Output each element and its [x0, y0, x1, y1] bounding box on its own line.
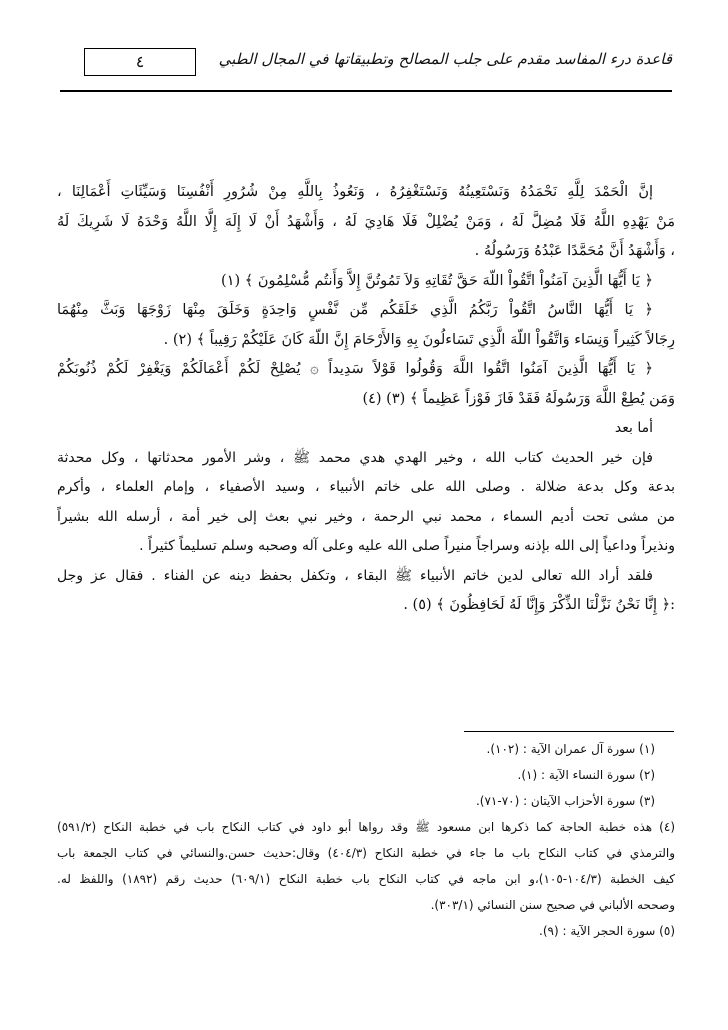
page-header	[60, 40, 672, 92]
footnote-separator	[464, 731, 674, 732]
verse-line: رِجَالاً كَثِيراً وَنِسَاء وَاتَّقُواْ اللّهَ الَّذِي تَسَاءلُونَ بِهِ وَالأَرْحَامَ إِنَّ اللّهَ كَانَ عَلَيْكُمْ رَقِيباً ﴾ (٢) .	[163, 331, 675, 348]
verse-line: :﴿ إِنَّا نَحْنُ نَزَّلْنَا الذِّكْرَ وَإِنَّا لَهُ لَحَافِظُونَ ﴾ (٥) .	[403, 597, 675, 613]
sermon-line: إنَّ الْحَمْدَ لِلَّهِ نَحْمَدُهُ وَنَسْتَعِينُهُ وَنَسْتَغْفِرُهُ ، وَنَعُوذُ بِاللَّهِ مِنْ شُرُورِ أَنْفُسِنَا وَسَيِّئَاتِ أَعْمَالِنَا ،	[57, 184, 653, 200]
footnotes	[57, 736, 675, 944]
footnote-continuation: والترمذي في كتاب النكاح باب ما جاء في خطبة النكاح (٤٠٤/٣) وقال:حديث حسن.والنسائي في كتاب الجمعة باب	[57, 846, 675, 860]
section-heading: أما بعد	[614, 420, 653, 436]
sermon-line: مَنْ يَهْدِهِ اللَّهُ فَلَا مُضِلَّ لَهُ ، وَمَنْ يُضْلِلْ فَلَا هَادِيَ لَهُ ، وَأَشْهَدُ أَنْ لَا إِلَهَ إِلَّا اللَّهُ وَحْدَهُ لَا شَرِيكَ لَهُ	[57, 213, 675, 230]
paragraph-line: بدعة وكل بدعة ضلالة . وصلى الله على خاتم الأنبياء ، وسيد الأصفياء ، وإمام العلماء ، وأكرم	[57, 479, 675, 495]
footnote: (٢) سورة النساء الآية : (١).	[517, 768, 655, 782]
paragraph-line: من مشى تحت أديم السماء ، محمد نبي الرحمة ، وخير نبي بعث إلى خير أمة ، أرسله الله بشيراً	[57, 508, 675, 525]
paragraph-line: ونذيراً وداعياً إلى الله بإذنه وسراجاً منيراً صلى الله عليه وعلى آله وصحبه وسلم تسليماً كثيراً .	[139, 538, 675, 554]
footnote-continuation: كيف الخطبة (١٠٤/٣-١٠٥)،و ابن ماجه في كتاب النكاح باب خطبة النكاح (٦٠٩/١) حديث رقم (١٨٩٢) واللفظ له.	[57, 872, 675, 886]
verse-line: وَمَن يُطِعْ اللَّهَ وَرَسُولَهُ فَقَدْ فَازَ فَوْزاً عَظِيماً ﴾ (٣) (٤)	[362, 390, 675, 407]
footnote-continuation: وصححه الألباني في صحيح سنن النسائي (٣٠٣/١).	[430, 898, 675, 912]
main-text	[57, 178, 675, 621]
footnote: (٤) هذه خطبة الحاجة كما ذكرها ابن مسعود ﷺ وقد رواها أبو داود في كتاب النكاح باب في خطبة النكاح (٥٩١/٢)	[57, 820, 675, 834]
book-title: قاعدة درء المفاسد مقدم على جلب المصالح وتطبيقاتها في المجال الطبي	[218, 50, 672, 68]
paragraph-line: فإن خير الحديث كتاب الله ، وخير الهدي هدي محمد ﷺ ، وشر الأمور محدثاتها ، وكل محدثة	[57, 449, 653, 466]
paragraph-line: فلقد أراد الله تعالى لدين خاتم الأنبياء ﷺ البقاء ، وتكفل بحفظ دينه عن الفناء . فقال عز وجل	[57, 567, 653, 584]
sermon-line: ، وَأَشْهَدُ أَنَّ مُحَمَّدًا عَبْدُهُ وَرَسُولُهُ .	[474, 243, 675, 259]
footnote: (٣) سورة الأحزاب الآيتان : (٧٠-٧١).	[475, 794, 655, 808]
footnote: (٥) سورة الحجر الآية : (٩).	[539, 924, 675, 938]
page-number: ٤	[84, 48, 196, 76]
footnote: (١) سورة آل عمران الآية : (١٠٢).	[486, 742, 655, 756]
verse-line: ﴿ يَا أَيُّهَا الَّذِينَ آمَنُوا اتَّقُوا اللَّهَ وَقُولُوا قَوْلاً سَدِيداً ۞ يُصْلِحْ لَكُمْ أَعْمَالَكُمْ وَيَغْفِرْ لَكُمْ ذُنُوبَكُمْ	[57, 361, 653, 377]
verse-line: ﴿ يَا أَيُّهَا النَّاسُ اتَّقُواْ رَبَّكُمُ الَّذِي خَلَقَكُم مِّن نَّفْسٍ وَاحِدَةٍ وَخَلَقَ مِنْهَا زَوْجَهَا وَبَثَّ مِنْهُمَا	[57, 302, 653, 318]
verse-line: ﴿ يَا أَيُّهَا الَّذِينَ آمَنُواْ اتَّقُواْ اللّهَ حَقَّ تُقَاتِهِ وَلاَ تَمُوتُنَّ إِلاَّ وَأَنتُم مُّسْلِمُونَ ﴾ (١)	[221, 272, 653, 289]
